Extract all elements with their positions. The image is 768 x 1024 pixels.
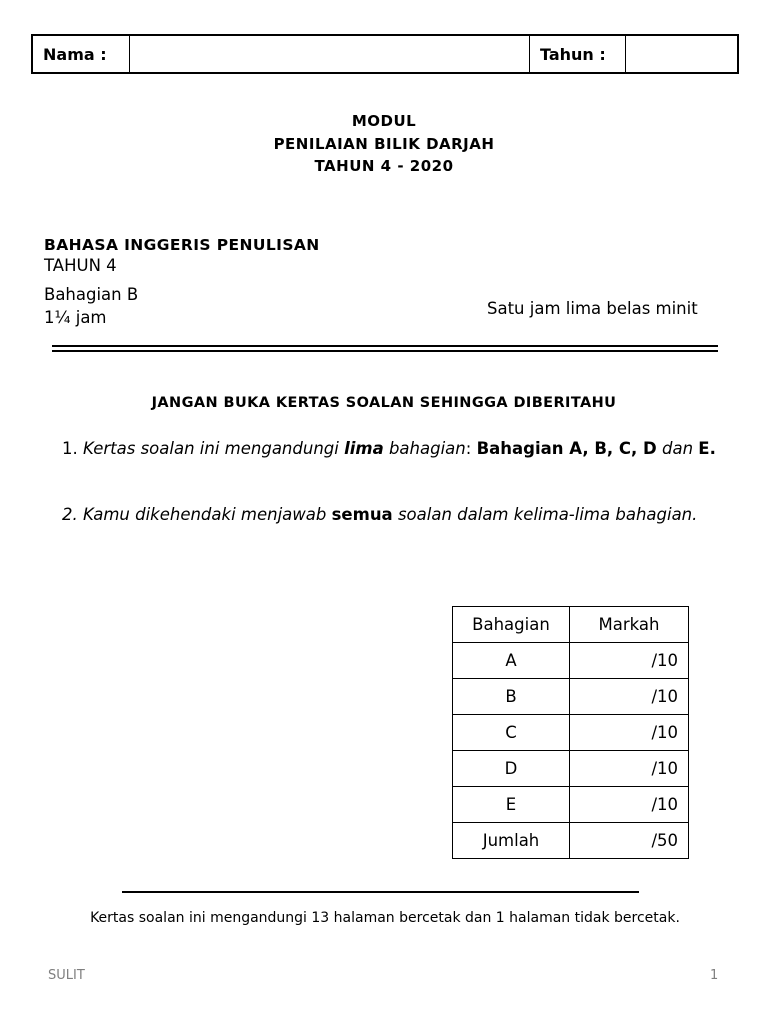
title-line-1: MODUL xyxy=(351,112,417,130)
name-field[interactable] xyxy=(130,36,530,72)
page-number: 1 xyxy=(710,968,719,983)
table-row xyxy=(453,643,689,679)
instruction-2-emph-semua: semua xyxy=(331,505,393,524)
instruction-1-text-a: Kertas soalan ini mengandungi xyxy=(83,439,345,458)
subject-name: BAHASA INGGERIS PENULISAN xyxy=(44,236,320,254)
row-mark: /50 xyxy=(570,823,689,859)
row-mark: /10 xyxy=(570,643,689,679)
instruction-1-emph-lima: lima xyxy=(344,439,384,458)
row-section: E xyxy=(453,787,570,823)
header-mark: Markah xyxy=(570,607,689,643)
row-mark: /10 xyxy=(570,715,689,751)
instruction-1 xyxy=(62,437,722,460)
table-row xyxy=(453,787,689,823)
marks-table-header xyxy=(453,607,689,643)
subject-duration: 1¼ jam xyxy=(44,308,107,327)
instruction-1-last-section: E. xyxy=(698,439,716,458)
table-row-total xyxy=(453,823,689,859)
instruction-1-dan: dan xyxy=(656,439,699,458)
row-mark: /10 xyxy=(570,679,689,715)
instruction-1-number: 1. xyxy=(62,439,83,458)
header-section: Bahagian xyxy=(453,607,570,643)
year-field[interactable] xyxy=(626,36,737,72)
instruction-2-text-c: soalan dalam kelima-lima bahagian. xyxy=(392,505,698,524)
title-line-3: TAHUN 4 - 2020 xyxy=(314,157,454,175)
footer-divider xyxy=(122,891,639,893)
instruction-1-text-c: bahagian xyxy=(383,439,466,458)
subject-year: TAHUN 4 xyxy=(44,256,117,275)
row-mark: /10 xyxy=(570,787,689,823)
table-row xyxy=(453,679,689,715)
divider-top xyxy=(52,345,718,347)
name-year-table xyxy=(31,34,739,74)
instruction-1-sections: Bahagian A, B, C, D xyxy=(476,439,657,458)
row-section: A xyxy=(453,643,570,679)
footer-note: Kertas soalan ini mengandungi 13 halaman bercetak dan 1 halaman tidak bercetak. xyxy=(90,910,680,926)
row-section: C xyxy=(453,715,570,751)
marks-table xyxy=(452,606,689,859)
warning-text: JANGAN BUKA KERTAS SOALAN SEHINGGA DIBERITAHU xyxy=(151,395,617,411)
row-section: Jumlah xyxy=(453,823,570,859)
name-label: Nama : xyxy=(33,36,130,72)
title-line-2: PENILAIAN BILIK DARJAH xyxy=(273,135,495,153)
subject-section: Bahagian B xyxy=(44,285,139,304)
instruction-1-colon: : xyxy=(465,439,477,458)
row-section: D xyxy=(453,751,570,787)
instruction-2-text-a: 2. Kamu dikehendaki menjawab xyxy=(62,505,332,524)
row-section: B xyxy=(453,679,570,715)
divider-bottom xyxy=(52,350,718,352)
year-label: Tahun : xyxy=(530,36,626,72)
subject-duration-words: Satu jam lima belas minit xyxy=(487,299,698,318)
instruction-2 xyxy=(62,503,722,526)
classification-label: SULIT xyxy=(48,968,85,983)
row-mark: /10 xyxy=(570,751,689,787)
table-row xyxy=(453,715,689,751)
table-row xyxy=(453,751,689,787)
